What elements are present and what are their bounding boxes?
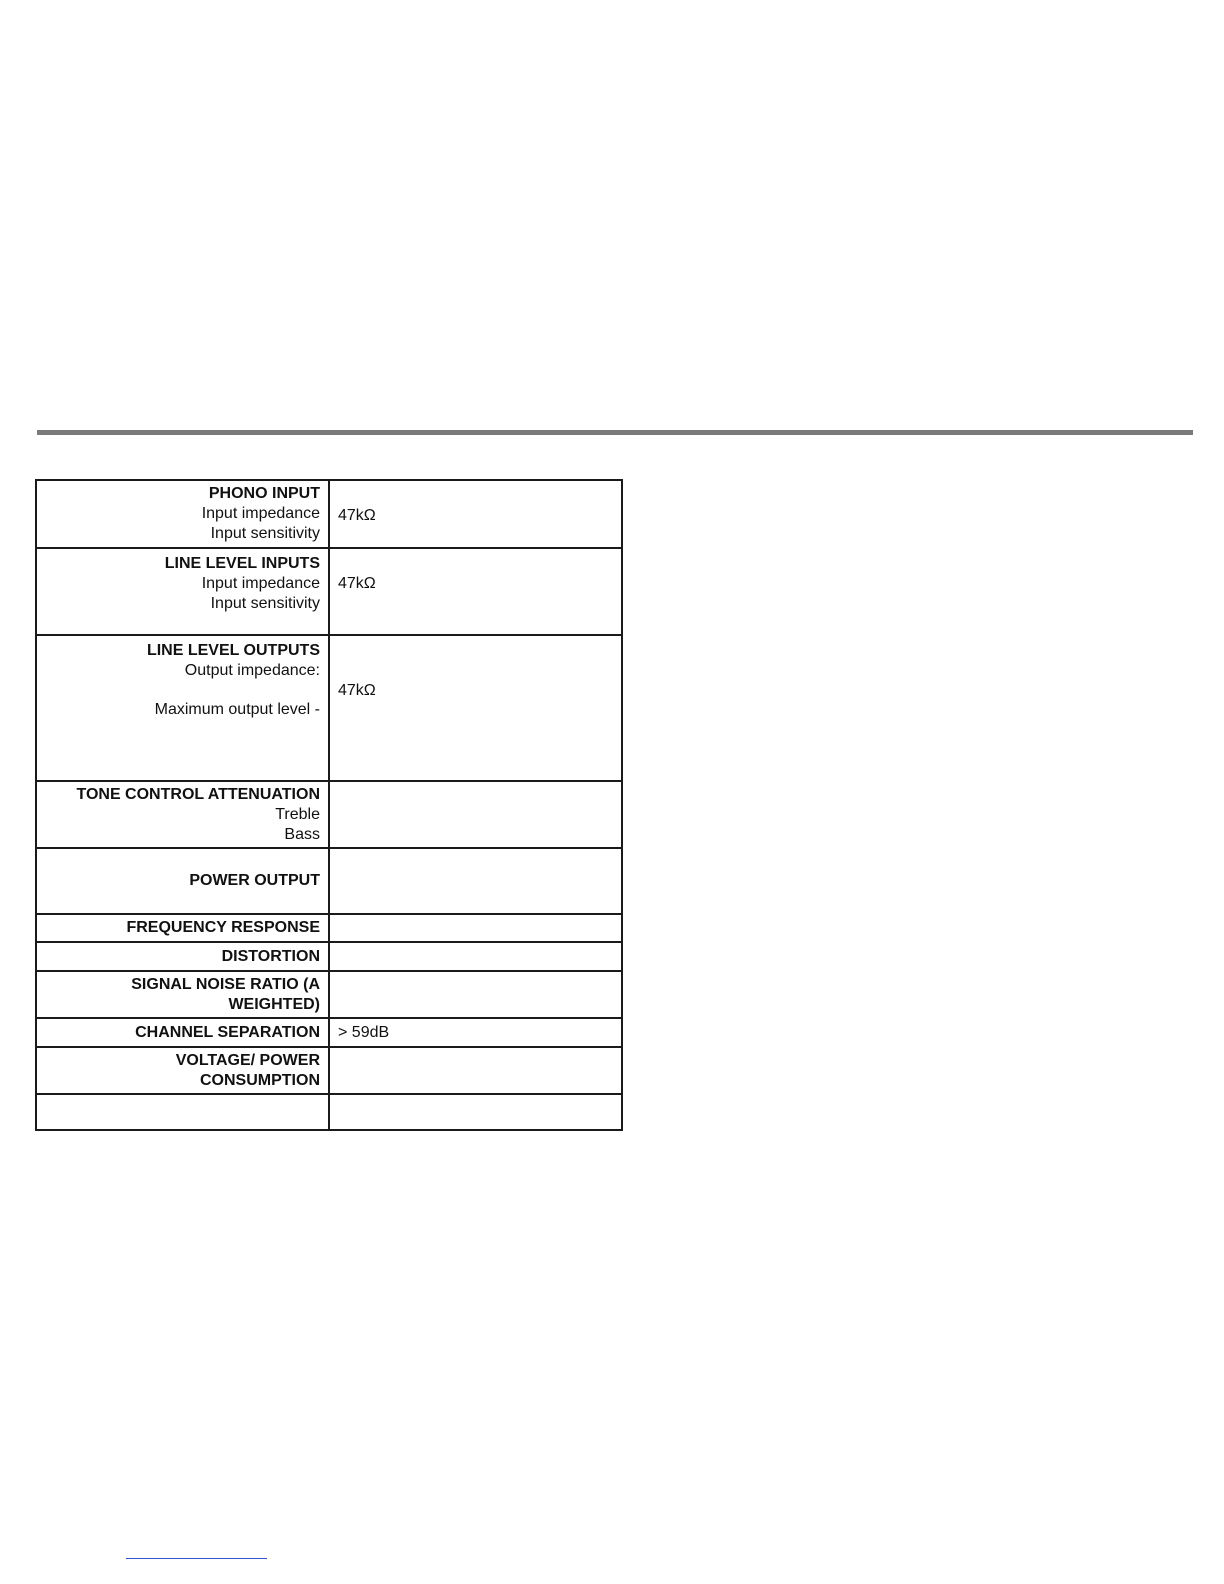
- row-heading: LINE LEVEL INPUTS: [164, 555, 320, 572]
- row-value-cell: [329, 480, 622, 548]
- row-heading: CONSUMPTION: [200, 1071, 320, 1089]
- row-value: 47kΩ: [338, 682, 376, 699]
- row-heading: TONE CONTROL ATTENUATION: [76, 785, 320, 803]
- row-subitem: Input sensitivity: [210, 525, 320, 542]
- row-subitem: Output impedance:: [184, 662, 320, 679]
- table-row-signal-noise-ratio: [36, 971, 622, 1018]
- table-row-line-level-outputs: [36, 635, 622, 781]
- row-value-cell: [329, 848, 622, 914]
- footer-link-underline[interactable]: [126, 1558, 267, 1559]
- row-subitem: Input sensitivity: [210, 595, 320, 612]
- row-heading: PHONO INPUT: [208, 485, 320, 502]
- table-row-empty: [36, 1094, 622, 1130]
- row-heading: LINE LEVEL OUTPUTS: [146, 642, 320, 659]
- table-row-channel-separation: [36, 1018, 622, 1047]
- table-row-phono-input: [36, 480, 622, 548]
- row-label: [36, 942, 329, 971]
- table-row-tone-control-attenuation: [36, 781, 622, 848]
- row-label: [36, 781, 329, 848]
- row-value-cell: [329, 548, 622, 635]
- row-value: 47kΩ: [338, 575, 376, 592]
- row-heading: SIGNAL NOISE RATIO (A: [131, 975, 320, 993]
- row-subitem: Maximum output level -: [154, 701, 320, 718]
- row-value-cell: [329, 914, 622, 942]
- table-row-power-output: [36, 848, 622, 914]
- table-row-distortion: [36, 942, 622, 971]
- row-heading: POWER OUTPUT: [189, 872, 320, 889]
- row-label: [36, 1094, 329, 1130]
- row-value: 47kΩ: [338, 507, 376, 524]
- row-value: > 59dB: [338, 1023, 390, 1041]
- row-value-cell: [329, 1018, 622, 1047]
- row-label: [36, 848, 329, 914]
- row-value-cell: [329, 1094, 622, 1130]
- row-heading: WEIGHTED): [228, 995, 320, 1013]
- row-label: [36, 1018, 329, 1047]
- header-divider: [37, 430, 1193, 435]
- row-value-cell: [329, 781, 622, 848]
- row-heading: VOLTAGE/ POWER: [175, 1051, 320, 1069]
- row-value-cell: [329, 635, 622, 781]
- row-heading: FREQUENCY RESPONSE: [126, 919, 320, 936]
- row-value-cell: [329, 971, 622, 1018]
- specifications-table: [35, 479, 623, 1131]
- row-subitem: Input impedance: [201, 575, 320, 592]
- table-row-frequency-response: [36, 914, 622, 942]
- row-label: [36, 635, 329, 781]
- row-label: [36, 914, 329, 942]
- row-subitem: Bass: [284, 825, 320, 843]
- row-label: [36, 1047, 329, 1094]
- row-spacer: [37, 681, 320, 701]
- table-row-voltage-power-consumption: [36, 1047, 622, 1094]
- row-label: [36, 971, 329, 1018]
- row-subitem: Treble: [275, 805, 320, 823]
- row-heading: CHANNEL SEPARATION: [135, 1023, 320, 1041]
- row-label: [36, 548, 329, 635]
- row-subitem: Input impedance: [201, 505, 320, 522]
- table-row-line-level-inputs: [36, 548, 622, 635]
- row-value-cell: [329, 942, 622, 971]
- row-value-cell: [329, 1047, 622, 1094]
- row-heading: DISTORTION: [221, 947, 320, 965]
- row-label: [36, 480, 329, 548]
